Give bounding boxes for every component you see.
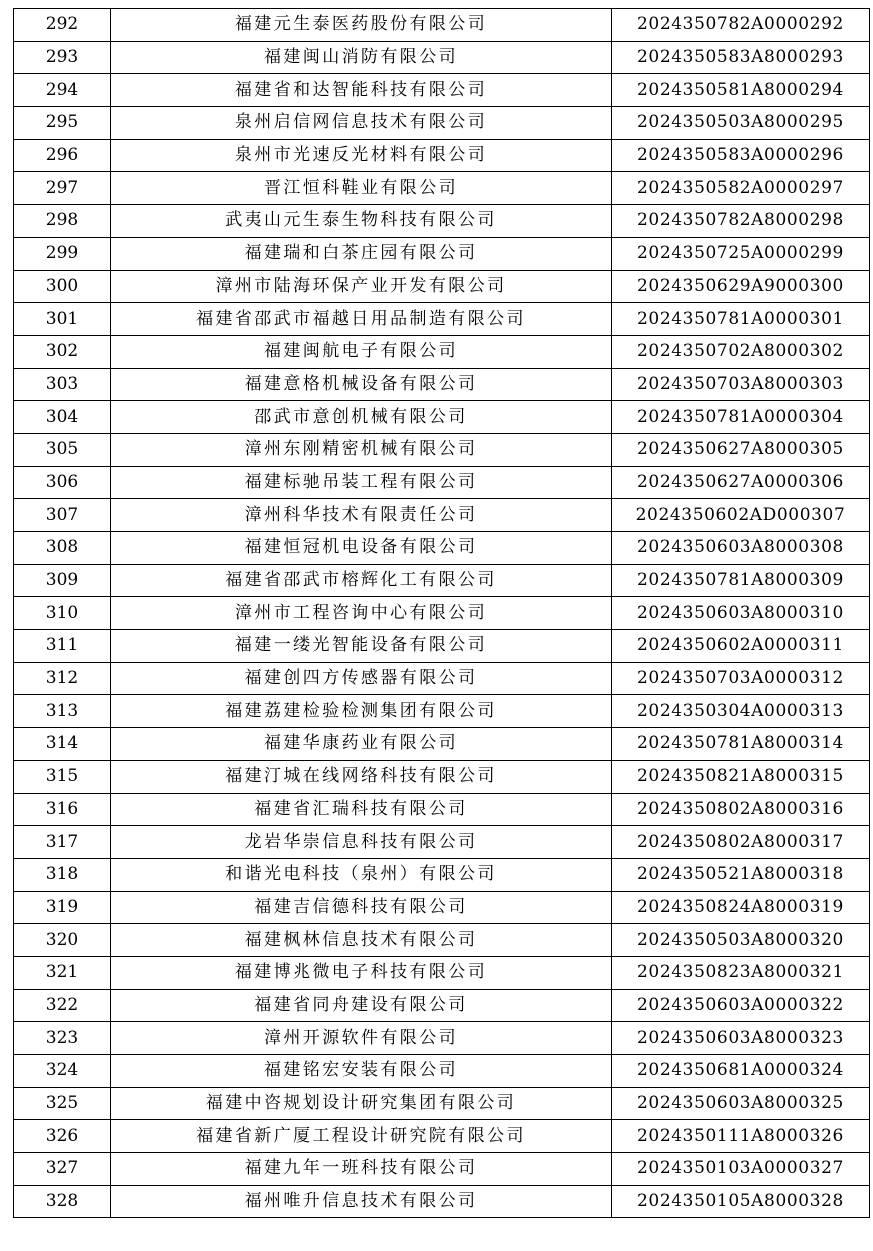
registration-code: 2024350503A8000295 bbox=[612, 107, 870, 140]
table-row bbox=[14, 1087, 870, 1120]
row-number: 322 bbox=[14, 989, 111, 1022]
company-name: 邵武市意创机械有限公司 bbox=[111, 401, 612, 434]
registration-code: 2024350521A8000318 bbox=[612, 858, 870, 891]
registration-code: 2024350781A0000301 bbox=[612, 303, 870, 336]
company-name: 泉州启信网信息技术有限公司 bbox=[111, 107, 612, 140]
table-row bbox=[14, 1055, 870, 1088]
registration-code: 2024350627A0000306 bbox=[612, 466, 870, 499]
registration-code: 2024350781A0000304 bbox=[612, 401, 870, 434]
row-number: 301 bbox=[14, 303, 111, 336]
row-number: 318 bbox=[14, 858, 111, 891]
company-name: 福建恒冠机电设备有限公司 bbox=[111, 532, 612, 565]
row-number: 303 bbox=[14, 368, 111, 401]
registration-code: 2024350105A8000328 bbox=[612, 1185, 870, 1218]
company-name: 福建省邵武市福越日用品制造有限公司 bbox=[111, 303, 612, 336]
table-row bbox=[14, 1153, 870, 1186]
registration-code: 2024350503A8000320 bbox=[612, 924, 870, 957]
table-row bbox=[14, 1120, 870, 1153]
registration-code: 2024350702A8000302 bbox=[612, 335, 870, 368]
row-number: 328 bbox=[14, 1185, 111, 1218]
row-number: 300 bbox=[14, 270, 111, 303]
row-number: 319 bbox=[14, 891, 111, 924]
company-name: 福建省和达智能科技有限公司 bbox=[111, 74, 612, 107]
company-name: 漳州市工程咨询中心有限公司 bbox=[111, 597, 612, 630]
table-row bbox=[14, 107, 870, 140]
registration-code: 2024350823A8000321 bbox=[612, 956, 870, 989]
registration-code: 2024350603A8000323 bbox=[612, 1022, 870, 1055]
row-number: 310 bbox=[14, 597, 111, 630]
registration-code: 2024350703A0000312 bbox=[612, 662, 870, 695]
registration-code: 2024350824A8000319 bbox=[612, 891, 870, 924]
company-name: 福建元生泰医药股份有限公司 bbox=[111, 9, 612, 42]
row-number: 298 bbox=[14, 205, 111, 238]
row-number: 327 bbox=[14, 1153, 111, 1186]
company-name: 龙岩华崇信息科技有限公司 bbox=[111, 826, 612, 859]
company-name: 漳州市陆海环保产业开发有限公司 bbox=[111, 270, 612, 303]
table-row bbox=[14, 237, 870, 270]
table-row bbox=[14, 989, 870, 1022]
table-row bbox=[14, 662, 870, 695]
row-number: 308 bbox=[14, 532, 111, 565]
table-row bbox=[14, 826, 870, 859]
table-row bbox=[14, 205, 870, 238]
company-name: 福建闽山消防有限公司 bbox=[111, 41, 612, 74]
company-name: 福建枫林信息技术有限公司 bbox=[111, 924, 612, 957]
registration-code: 2024350603A0000322 bbox=[612, 989, 870, 1022]
row-number: 320 bbox=[14, 924, 111, 957]
company-name: 福建省邵武市榕辉化工有限公司 bbox=[111, 564, 612, 597]
registration-code: 2024350802A8000316 bbox=[612, 793, 870, 826]
row-number: 297 bbox=[14, 172, 111, 205]
company-name: 福建一缕光智能设备有限公司 bbox=[111, 630, 612, 663]
registration-code: 2024350603A8000310 bbox=[612, 597, 870, 630]
registration-code: 2024350603A8000325 bbox=[612, 1087, 870, 1120]
registration-code: 2024350802A8000317 bbox=[612, 826, 870, 859]
table-row bbox=[14, 74, 870, 107]
company-registry-table bbox=[13, 8, 870, 1218]
company-name: 福建汀城在线网络科技有限公司 bbox=[111, 760, 612, 793]
row-number: 311 bbox=[14, 630, 111, 663]
table-row bbox=[14, 858, 870, 891]
row-number: 324 bbox=[14, 1055, 111, 1088]
company-name: 福建标驰吊装工程有限公司 bbox=[111, 466, 612, 499]
registration-code: 2024350111A8000326 bbox=[612, 1120, 870, 1153]
row-number: 299 bbox=[14, 237, 111, 270]
company-name: 漳州东刚精密机械有限公司 bbox=[111, 433, 612, 466]
table-row bbox=[14, 466, 870, 499]
table-row bbox=[14, 630, 870, 663]
table-row bbox=[14, 368, 870, 401]
table-row bbox=[14, 564, 870, 597]
row-number: 315 bbox=[14, 760, 111, 793]
registration-code: 2024350781A8000314 bbox=[612, 728, 870, 761]
table-row bbox=[14, 760, 870, 793]
row-number: 316 bbox=[14, 793, 111, 826]
table-row bbox=[14, 1022, 870, 1055]
registration-code: 2024350304A0000313 bbox=[612, 695, 870, 728]
registration-code: 2024350582A0000297 bbox=[612, 172, 870, 205]
table-row bbox=[14, 401, 870, 434]
table-row bbox=[14, 924, 870, 957]
table-row bbox=[14, 1185, 870, 1218]
company-name: 武夷山元生泰生物科技有限公司 bbox=[111, 205, 612, 238]
registration-code: 2024350602AD000307 bbox=[612, 499, 870, 532]
registry-table-body bbox=[14, 9, 870, 1218]
table-row bbox=[14, 172, 870, 205]
table-row bbox=[14, 9, 870, 42]
row-number: 317 bbox=[14, 826, 111, 859]
table-row bbox=[14, 303, 870, 336]
row-number: 307 bbox=[14, 499, 111, 532]
table-row bbox=[14, 793, 870, 826]
registration-code: 2024350725A0000299 bbox=[612, 237, 870, 270]
table-row bbox=[14, 597, 870, 630]
row-number: 313 bbox=[14, 695, 111, 728]
registration-code: 2024350103A0000327 bbox=[612, 1153, 870, 1186]
company-name: 福建博兆微电子科技有限公司 bbox=[111, 956, 612, 989]
row-number: 323 bbox=[14, 1022, 111, 1055]
row-number: 295 bbox=[14, 107, 111, 140]
registration-code: 2024350703A8000303 bbox=[612, 368, 870, 401]
company-name: 福建省同舟建设有限公司 bbox=[111, 989, 612, 1022]
company-name: 福建瑞和白茶庄园有限公司 bbox=[111, 237, 612, 270]
company-name: 福州唯升信息技术有限公司 bbox=[111, 1185, 612, 1218]
registration-code: 2024350583A8000293 bbox=[612, 41, 870, 74]
table-row bbox=[14, 532, 870, 565]
company-name: 晋江恒科鞋业有限公司 bbox=[111, 172, 612, 205]
company-name: 福建吉信德科技有限公司 bbox=[111, 891, 612, 924]
company-name: 福建中咨规划设计研究集团有限公司 bbox=[111, 1087, 612, 1120]
row-number: 325 bbox=[14, 1087, 111, 1120]
registration-code: 2024350583A0000296 bbox=[612, 139, 870, 172]
row-number: 326 bbox=[14, 1120, 111, 1153]
row-number: 296 bbox=[14, 139, 111, 172]
registration-code: 2024350629A9000300 bbox=[612, 270, 870, 303]
company-name: 福建荔建检验检测集团有限公司 bbox=[111, 695, 612, 728]
company-name: 福建创四方传感器有限公司 bbox=[111, 662, 612, 695]
company-name: 漳州科华技术有限责任公司 bbox=[111, 499, 612, 532]
company-name: 福建省汇瑞科技有限公司 bbox=[111, 793, 612, 826]
row-number: 302 bbox=[14, 335, 111, 368]
row-number: 309 bbox=[14, 564, 111, 597]
table-row bbox=[14, 956, 870, 989]
registration-code: 2024350581A8000294 bbox=[612, 74, 870, 107]
row-number: 321 bbox=[14, 956, 111, 989]
table-row bbox=[14, 270, 870, 303]
registration-code: 2024350821A8000315 bbox=[612, 760, 870, 793]
row-number: 304 bbox=[14, 401, 111, 434]
table-row bbox=[14, 891, 870, 924]
table-row bbox=[14, 335, 870, 368]
company-name: 福建华康药业有限公司 bbox=[111, 728, 612, 761]
table-row bbox=[14, 499, 870, 532]
row-number: 314 bbox=[14, 728, 111, 761]
company-name: 泉州市光速反光材料有限公司 bbox=[111, 139, 612, 172]
registration-code: 2024350603A8000308 bbox=[612, 532, 870, 565]
registration-code: 2024350627A8000305 bbox=[612, 433, 870, 466]
company-name: 福建意格机械设备有限公司 bbox=[111, 368, 612, 401]
company-name: 漳州开源软件有限公司 bbox=[111, 1022, 612, 1055]
row-number: 292 bbox=[14, 9, 111, 42]
table-row bbox=[14, 433, 870, 466]
registration-code: 2024350781A8000309 bbox=[612, 564, 870, 597]
table-row bbox=[14, 695, 870, 728]
registration-code: 2024350782A0000292 bbox=[612, 9, 870, 42]
company-name: 和谐光电科技（泉州）有限公司 bbox=[111, 858, 612, 891]
row-number: 306 bbox=[14, 466, 111, 499]
table-row bbox=[14, 728, 870, 761]
table-row bbox=[14, 41, 870, 74]
company-name: 福建闽航电子有限公司 bbox=[111, 335, 612, 368]
row-number: 312 bbox=[14, 662, 111, 695]
row-number: 293 bbox=[14, 41, 111, 74]
registration-code: 2024350681A0000324 bbox=[612, 1055, 870, 1088]
table-row bbox=[14, 139, 870, 172]
registration-code: 2024350782A8000298 bbox=[612, 205, 870, 238]
company-name: 福建九年一班科技有限公司 bbox=[111, 1153, 612, 1186]
company-name: 福建铭宏安装有限公司 bbox=[111, 1055, 612, 1088]
row-number: 294 bbox=[14, 74, 111, 107]
row-number: 305 bbox=[14, 433, 111, 466]
company-name: 福建省新广厦工程设计研究院有限公司 bbox=[111, 1120, 612, 1153]
registration-code: 2024350602A0000311 bbox=[612, 630, 870, 663]
